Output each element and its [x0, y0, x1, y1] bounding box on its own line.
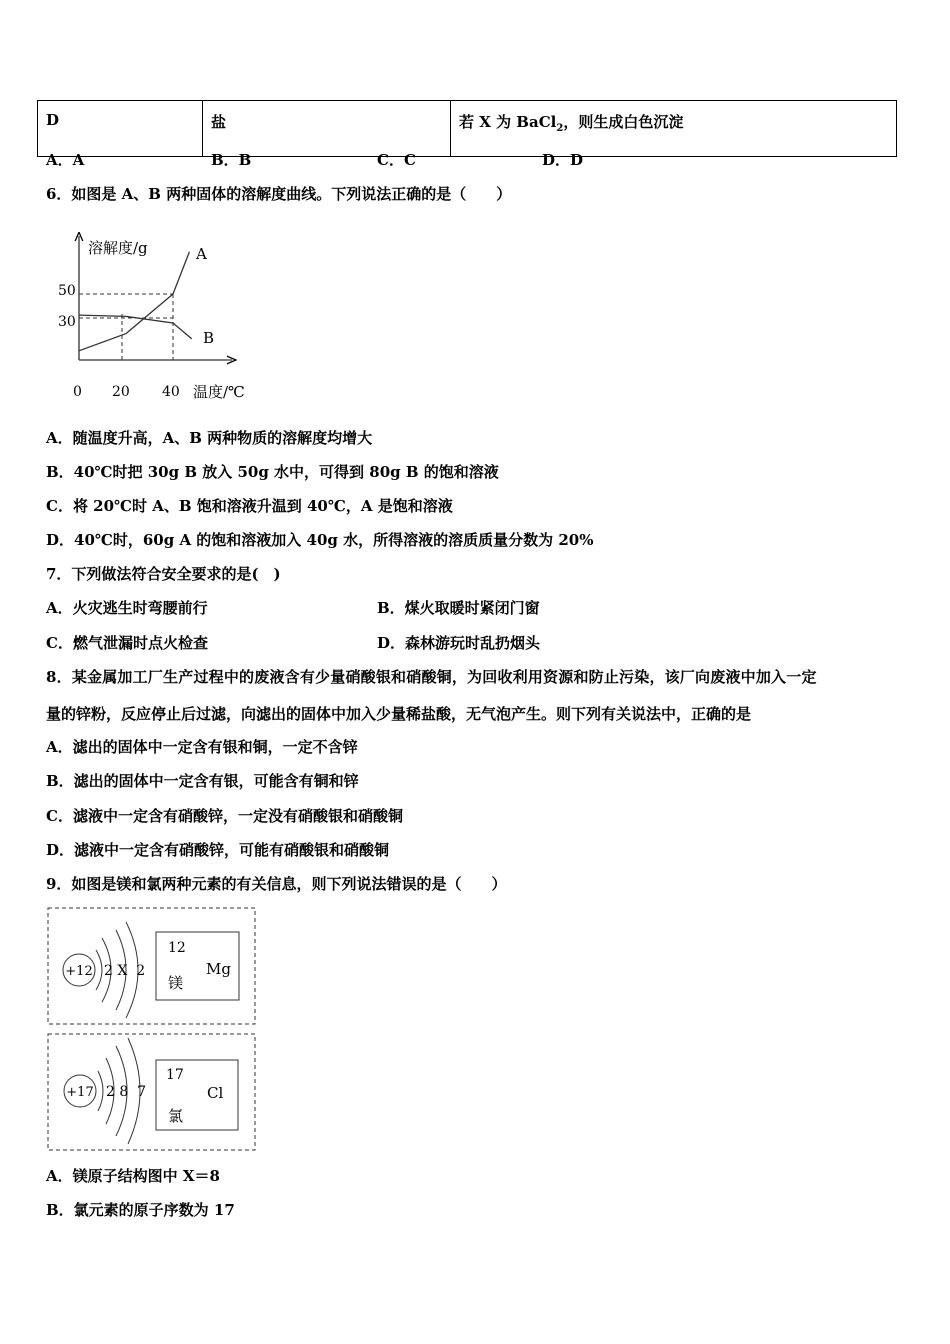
q7-option-d: D．森林游玩时乱扔烟头	[377, 634, 541, 652]
series-b-line	[79, 315, 192, 339]
q8-stem-line2: 量的锌粉，反应停止后过滤，向滤出的固体中加入少量稀盐酸，无气泡产生。则下列有关说法中，正确的是	[46, 705, 752, 723]
x-tick-0: 0	[73, 384, 82, 400]
q9-stem: 9．如图是镁和氯两种元素的有关信息，则下列说法错误的是（ ）	[46, 875, 507, 893]
q5-option-d: D．D	[542, 151, 584, 169]
q8-stem-line1: 8．某金属加工厂生产过程中的废液含有少量硝酸银和硝酸铜，为回收利用资源和防止污染，该厂向废液中加入一定	[46, 668, 817, 686]
q9-option-a: A．镁原子结构图中 X＝8	[46, 1167, 220, 1185]
x-tick-40: 40	[162, 384, 180, 400]
cl-shell-electrons: 2 8 7	[106, 1084, 147, 1100]
series-a-label: A	[196, 245, 207, 263]
x-axis-label: 温度/℃	[193, 383, 245, 401]
series-b-label: B	[203, 329, 215, 347]
cl-name: 氯	[168, 1107, 184, 1125]
desc-sub: 2	[556, 123, 564, 134]
mg-nucleus-charge: +12	[65, 964, 93, 979]
q7-option-b: B．煤火取暖时紧闭门窗	[377, 599, 540, 617]
desc-post: ，则生成白色沉淀	[563, 113, 684, 131]
q6-option-d: D．40℃时，60g A 的饱和溶液加入 40g 水，所得溶液的溶质质量分数为 20%	[46, 531, 594, 549]
solubility-chart	[50, 232, 260, 412]
mg-symbol: Mg	[206, 960, 231, 978]
cl-atomic-number: 17	[166, 1067, 184, 1083]
q8-option-d: D．滤液中一定含有硝酸锌，可能有硝酸银和硝酸铜	[46, 841, 390, 859]
mg-name: 镁	[168, 974, 184, 992]
table-cell-description	[451, 101, 897, 157]
y-axis-label: 溶解度/g	[88, 239, 148, 257]
table-row	[38, 101, 897, 157]
q8-option-a: A．滤出的固体中一定含有银和铜，一定不含锌	[46, 738, 358, 756]
x-tick-20: 20	[112, 384, 130, 400]
q7-option-a: A．火灾逃生时弯腰前行	[46, 599, 208, 617]
cl-symbol: Cl	[207, 1084, 224, 1102]
table-cell-label: D	[38, 101, 203, 157]
q7-option-c: C．燃气泄漏时点火检查	[46, 634, 208, 652]
mg-atomic-number: 12	[168, 940, 186, 956]
element-info-figure	[46, 906, 260, 1154]
q6-option-a: A．随温度升高，A、B 两种物质的溶解度均增大	[46, 429, 373, 447]
y-tick-50: 50	[58, 283, 76, 299]
q6-stem: 6．如图是 A、B 两种固体的溶解度曲线。下列说法正确的是（ ）	[46, 185, 512, 203]
q9-option-b: B．氯元素的原子序数为 17	[46, 1201, 235, 1219]
y-tick-30: 30	[58, 314, 76, 330]
desc-pre: 若 X 为 BaCl	[459, 113, 557, 131]
q8-option-c: C．滤液中一定含有硝酸锌，一定没有硝酸银和硝酸铜	[46, 807, 403, 825]
mg-shell-electrons: 2 X 2	[104, 963, 146, 979]
q5-option-c: C．C	[377, 151, 416, 169]
q6-option-b: B．40℃时把 30g B 放入 50g 水中，可得到 80g B 的饱和溶液	[46, 463, 499, 481]
q5-option-b: B．B	[211, 151, 252, 169]
cl-nucleus-charge: +17	[66, 1085, 94, 1100]
q6-option-c: C．将 20℃时 A、B 饱和溶液升温到 40℃，A 是饱和溶液	[46, 497, 453, 515]
q5-option-a: A．A	[46, 151, 85, 169]
table-cell-category: 盐	[203, 101, 451, 157]
answer-table	[37, 100, 897, 157]
q7-stem: 7．下列做法符合安全要求的是( )	[46, 565, 281, 583]
q8-option-b: B．滤出的固体中一定含有银，可能含有铜和锌	[46, 772, 359, 790]
